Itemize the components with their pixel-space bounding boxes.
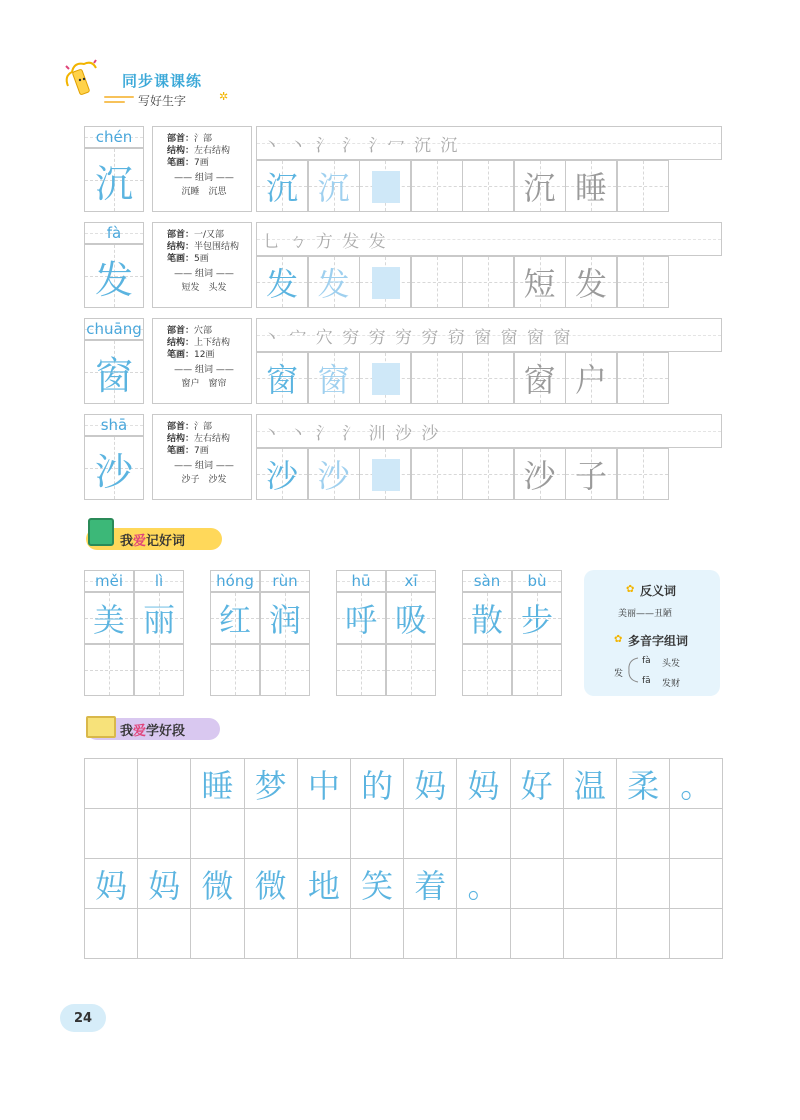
strokes-label: 笔画： <box>167 446 195 456</box>
main-character-cell <box>84 148 144 212</box>
vocab-pinyin-box <box>134 570 184 592</box>
structure: 上下结构 <box>194 338 231 348</box>
structure-label: 结构： <box>167 146 195 156</box>
vocab-character: 润 <box>268 601 301 639</box>
practice-character <box>463 161 513 211</box>
practice-character <box>618 449 668 499</box>
practice-character <box>360 449 410 499</box>
passage-cell[interactable] <box>616 858 670 909</box>
practice-cell[interactable] <box>462 160 514 212</box>
pinyin-text: chén <box>95 128 133 146</box>
vocab-pinyin-box <box>84 570 134 592</box>
practice-character: 沉 <box>265 169 298 207</box>
passage-cell[interactable] <box>456 858 510 909</box>
passage-cell[interactable] <box>563 858 617 909</box>
passage-cell[interactable] <box>616 808 670 859</box>
passage-cell[interactable] <box>669 808 723 859</box>
practice-cell[interactable] <box>565 352 617 404</box>
banner-accent: 爱 <box>133 723 147 739</box>
vocab-character: 美 <box>92 601 125 639</box>
passage-character <box>617 859 669 908</box>
passage-cell[interactable] <box>403 858 457 909</box>
example-words: 窗户 窗帘 <box>181 379 227 389</box>
strokes: 12画 <box>194 350 215 360</box>
main-character: 窗 <box>94 353 133 398</box>
main-character: 沉 <box>94 161 133 206</box>
vocab-practice-cell[interactable] <box>462 644 512 696</box>
passage-cell[interactable] <box>350 808 404 859</box>
vocab-pinyin-box <box>462 570 512 592</box>
passage-character <box>511 859 563 908</box>
passage-cell[interactable] <box>297 758 351 809</box>
radical-label: 部首： <box>167 326 195 336</box>
vocab-char-cell <box>134 592 184 644</box>
passage-character: 微 <box>254 866 287 905</box>
stroke-order-row <box>256 126 722 160</box>
zuci-label: —— 组词 —— <box>174 365 234 375</box>
strokes: 7画 <box>194 446 209 456</box>
practice-character: 发 <box>574 265 607 303</box>
passage-cell[interactable] <box>190 908 244 959</box>
practice-cell[interactable] <box>256 256 308 308</box>
structure: 左右结构 <box>194 146 231 156</box>
stroke-order-text: 丶 丶 氵 氵 氵冖 沉 沉 <box>263 135 460 156</box>
main-character: 发 <box>94 257 133 302</box>
vocab-pinyin-box <box>512 570 562 592</box>
vocab-practice-cell[interactable] <box>512 644 562 696</box>
header-subtitle: 写好生字 <box>138 94 187 108</box>
practice-cell[interactable] <box>308 352 360 404</box>
character-info <box>152 414 252 500</box>
practice-cell[interactable] <box>617 352 669 404</box>
polyphone-title: 多音字组词 <box>628 634 689 648</box>
passage-cell[interactable] <box>244 908 298 959</box>
strokes: 5画 <box>194 254 209 264</box>
header-decoration <box>104 96 134 106</box>
passage-cell[interactable] <box>563 808 617 859</box>
practice-cell[interactable] <box>514 160 566 212</box>
vocab-char-cell <box>462 592 512 644</box>
passage-character: 梦 <box>254 766 287 805</box>
practice-character <box>360 353 410 403</box>
stroke-order-text: 丶 丶 氵 氵 汌 沙 沙 <box>263 423 441 444</box>
radical: ⼀/又部 <box>194 230 225 240</box>
passage-character: 妈 <box>95 866 128 905</box>
practice-character: 窗 <box>317 361 350 399</box>
vocab-pinyin-box <box>386 570 436 592</box>
structure: 左右结构 <box>194 434 231 444</box>
pinyin-text: shā <box>100 416 128 434</box>
passage-character: 微 <box>201 866 234 905</box>
passage-character: 。 <box>680 766 713 805</box>
pinyin-text: fà <box>106 224 122 242</box>
practice-cell[interactable] <box>462 256 514 308</box>
practice-character: 窗 <box>523 361 556 399</box>
zuci-label: —— 组词 —— <box>174 461 234 471</box>
practice-cell[interactable] <box>617 256 669 308</box>
passage-cell[interactable] <box>563 908 617 959</box>
passage-cell[interactable] <box>244 808 298 859</box>
zuci-label: —— 组词 —— <box>174 269 234 279</box>
radical-label: 部首： <box>167 422 195 432</box>
passage-character: 柔 <box>627 766 660 805</box>
vocab-pinyin: hóng <box>216 572 254 590</box>
practice-cell[interactable] <box>359 160 411 212</box>
practice-cell[interactable] <box>308 256 360 308</box>
pinyin-text: chuāng <box>86 320 142 338</box>
passage-character: 温 <box>573 766 606 805</box>
stroke-order-row <box>256 222 722 256</box>
example-words: 沉睡 沉思 <box>181 187 227 197</box>
passage-cell[interactable] <box>137 908 191 959</box>
passage-cell[interactable] <box>190 858 244 909</box>
vocab-char-cell <box>336 592 386 644</box>
passage-cell[interactable] <box>137 758 191 809</box>
practice-cell[interactable] <box>462 352 514 404</box>
pinyin-box <box>84 222 144 244</box>
passage-cell[interactable] <box>350 908 404 959</box>
passage-character: 的 <box>361 766 394 805</box>
character-info <box>152 222 252 308</box>
radical-label: 部首： <box>167 230 195 240</box>
radical: 氵部 <box>194 134 213 144</box>
banner-prefix: 我 <box>120 723 134 739</box>
passage-cell[interactable] <box>510 758 564 809</box>
passage-cell[interactable] <box>456 908 510 959</box>
practice-character: 发 <box>317 265 350 303</box>
strokes-label: 笔画： <box>167 158 195 168</box>
flower-icon: ✿ <box>614 634 623 645</box>
vocab-practice-cell[interactable] <box>210 644 260 696</box>
open-book-icon <box>86 716 116 738</box>
practice-character: 短 <box>523 265 556 303</box>
practice-cell[interactable] <box>565 448 617 500</box>
passage-cell[interactable] <box>84 858 138 909</box>
vocab-pinyin: sàn <box>473 572 501 590</box>
practice-cell[interactable] <box>617 448 669 500</box>
practice-cell[interactable] <box>308 448 360 500</box>
side-info-box <box>584 570 720 696</box>
vocab-practice-cell[interactable] <box>84 644 134 696</box>
vocab-practice-cell[interactable] <box>260 644 310 696</box>
passage-cell[interactable] <box>190 808 244 859</box>
practice-cell[interactable] <box>359 448 411 500</box>
vocab-pinyin: lì <box>154 572 164 590</box>
passage-character <box>670 859 722 908</box>
practice-cell[interactable] <box>565 160 617 212</box>
pinyin-box <box>84 318 144 340</box>
vocab-pinyin: hū <box>351 572 371 590</box>
vocab-char-cell <box>84 592 134 644</box>
passage-character: 中 <box>307 766 340 805</box>
practice-character: 沙 <box>523 457 556 495</box>
passage-cell[interactable] <box>403 808 457 859</box>
practice-character: 户 <box>574 361 607 399</box>
pencil-mascot-icon <box>62 56 102 100</box>
passage-cell[interactable] <box>190 758 244 809</box>
vocab-char-cell <box>210 592 260 644</box>
passage-cell[interactable] <box>84 758 138 809</box>
passage-cell[interactable] <box>456 808 510 859</box>
sun-icon: ✲ <box>219 90 229 103</box>
vocab-character: 散 <box>470 601 503 639</box>
vocab-char-cell <box>512 592 562 644</box>
practice-character <box>412 161 462 211</box>
main-character-cell <box>84 436 144 500</box>
passage-cell[interactable] <box>403 908 457 959</box>
passage-character: 地 <box>307 866 340 905</box>
passage-cell[interactable] <box>456 758 510 809</box>
strokes: 7画 <box>194 158 209 168</box>
vocab-practice-cell[interactable] <box>386 644 436 696</box>
vocab-character: 红 <box>218 601 251 639</box>
passage-cell[interactable] <box>669 858 723 909</box>
practice-cell[interactable] <box>411 448 463 500</box>
polyphone-char: 发 <box>614 669 624 679</box>
practice-character <box>463 353 513 403</box>
passage-cell[interactable] <box>563 758 617 809</box>
practice-character: 沉 <box>317 169 350 207</box>
practice-character <box>360 161 410 211</box>
vocab-character: 步 <box>520 601 553 639</box>
passage-cell[interactable] <box>137 858 191 909</box>
vocab-character: 丽 <box>142 601 175 639</box>
passage-cell[interactable] <box>297 908 351 959</box>
vocab-pinyin: xī <box>404 572 418 590</box>
banner-accent: 爱 <box>133 533 147 549</box>
main-character-cell <box>84 340 144 404</box>
practice-cell[interactable] <box>256 352 308 404</box>
vocab-pinyin-box <box>210 570 260 592</box>
passage-cell[interactable] <box>84 908 138 959</box>
banner-rest: 记好词 <box>146 533 186 549</box>
banner-prefix: 我 <box>120 533 134 549</box>
passage-character: 妈 <box>414 766 447 805</box>
reading-1-word: 头发 <box>662 659 681 669</box>
passage-cell[interactable] <box>510 908 564 959</box>
passage-cell[interactable] <box>510 858 564 909</box>
practice-character <box>412 449 462 499</box>
vocab-character: 呼 <box>344 601 377 639</box>
zuci-label: —— 组词 —— <box>174 173 234 183</box>
passage-cell[interactable] <box>244 758 298 809</box>
stroke-order-row <box>256 318 722 352</box>
brace-icon <box>626 656 640 684</box>
passage-character: 。 <box>467 866 500 905</box>
practice-character <box>412 257 462 307</box>
passage-cell[interactable] <box>669 758 723 809</box>
antonym-text: 美丽——丑陋 <box>618 609 673 619</box>
vocab-pinyin: bù <box>527 572 547 590</box>
strokes-label: 笔画： <box>167 350 195 360</box>
strokes-label: 笔画： <box>167 254 195 264</box>
vocab-pinyin: měi <box>94 572 123 590</box>
practice-character: 子 <box>574 457 607 495</box>
reading-1-pinyin: fà <box>642 656 651 666</box>
example-words: 沙子 沙发 <box>181 475 227 485</box>
radical-label: 部首： <box>167 134 195 144</box>
main-character: 沙 <box>94 449 133 494</box>
vocab-pinyin-box <box>336 570 386 592</box>
example-words: 短发 头发 <box>181 283 227 293</box>
practice-cell[interactable] <box>411 160 463 212</box>
passage-character: 妈 <box>467 766 500 805</box>
practice-character: 窗 <box>265 361 298 399</box>
passage-cell[interactable] <box>510 808 564 859</box>
stroke-order-text: 丶 宀 穴 穷 穷 穷 穷 窃 窗 窗 窗 窗 <box>263 327 573 348</box>
passage-cell[interactable] <box>297 858 351 909</box>
reading-2-word: 发财 <box>662 679 681 689</box>
vocab-practice-cell[interactable] <box>336 644 386 696</box>
passage-cell[interactable] <box>84 808 138 859</box>
passage-character: 好 <box>520 766 553 805</box>
practice-cell[interactable] <box>308 160 360 212</box>
header-title: 同步课课练 <box>122 72 203 90</box>
vocab-char-cell <box>386 592 436 644</box>
stroke-order-text: 乚 ㄅ 方 发 发 <box>263 231 388 252</box>
passage-character: 睡 <box>201 766 234 805</box>
practice-cell[interactable] <box>411 352 463 404</box>
practice-cell[interactable] <box>462 448 514 500</box>
passage-cell[interactable] <box>403 758 457 809</box>
practice-character: 沙 <box>265 457 298 495</box>
page-number: 24 <box>60 1004 106 1032</box>
structure-label: 结构： <box>167 434 195 444</box>
pinyin-box <box>84 126 144 148</box>
practice-character <box>463 449 513 499</box>
passage-cell[interactable] <box>350 758 404 809</box>
passage-character <box>138 759 190 808</box>
practice-cell[interactable] <box>514 256 566 308</box>
antonym-title: 反义词 <box>640 584 677 598</box>
practice-cell[interactable] <box>514 448 566 500</box>
reading-2-pinyin: fā <box>642 676 651 686</box>
practice-character <box>618 161 668 211</box>
passage-character: 着 <box>414 866 447 905</box>
practice-cell[interactable] <box>256 160 308 212</box>
practice-cell[interactable] <box>359 256 411 308</box>
passage-character: 妈 <box>148 866 181 905</box>
character-info <box>152 318 252 404</box>
practice-character <box>618 257 668 307</box>
practice-cell[interactable] <box>256 448 308 500</box>
vocab-practice-cell[interactable] <box>134 644 184 696</box>
practice-character: 睡 <box>574 169 607 207</box>
practice-character <box>412 353 462 403</box>
practice-cell[interactable] <box>359 352 411 404</box>
practice-character <box>463 257 513 307</box>
practice-character <box>360 257 410 307</box>
radical: 穴部 <box>194 326 213 336</box>
practice-cell[interactable] <box>617 160 669 212</box>
vocab-character: 吸 <box>394 601 427 639</box>
pinyin-box <box>84 414 144 436</box>
practice-cell[interactable] <box>411 256 463 308</box>
character-info <box>152 126 252 212</box>
vocab-char-cell <box>260 592 310 644</box>
passage-cell[interactable] <box>297 808 351 859</box>
practice-cell[interactable] <box>514 352 566 404</box>
passage-character: 笑 <box>361 866 394 905</box>
practice-character <box>618 353 668 403</box>
passage-cell[interactable] <box>669 908 723 959</box>
passage-character <box>85 759 137 808</box>
passage-cell[interactable] <box>616 908 670 959</box>
passage-cell[interactable] <box>137 808 191 859</box>
passage-cell[interactable] <box>244 858 298 909</box>
vocab-pinyin: rùn <box>272 572 298 590</box>
radical: 氵部 <box>194 422 213 432</box>
practice-character: 发 <box>265 265 298 303</box>
passage-cell[interactable] <box>616 758 670 809</box>
main-character-cell <box>84 244 144 308</box>
practice-character: 沉 <box>523 169 556 207</box>
structure-label: 结构： <box>167 338 195 348</box>
banner-rest: 学好段 <box>146 723 186 739</box>
practice-cell[interactable] <box>565 256 617 308</box>
passage-character <box>564 859 616 908</box>
passage-cell[interactable] <box>350 858 404 909</box>
vocab-pinyin-box <box>260 570 310 592</box>
structure: 半包围结构 <box>194 242 240 252</box>
flower-icon: ✿ <box>626 584 635 595</box>
practice-character: 沙 <box>317 457 350 495</box>
stroke-order-row <box>256 414 722 448</box>
structure-label: 结构： <box>167 242 195 252</box>
green-book-icon <box>88 518 114 546</box>
